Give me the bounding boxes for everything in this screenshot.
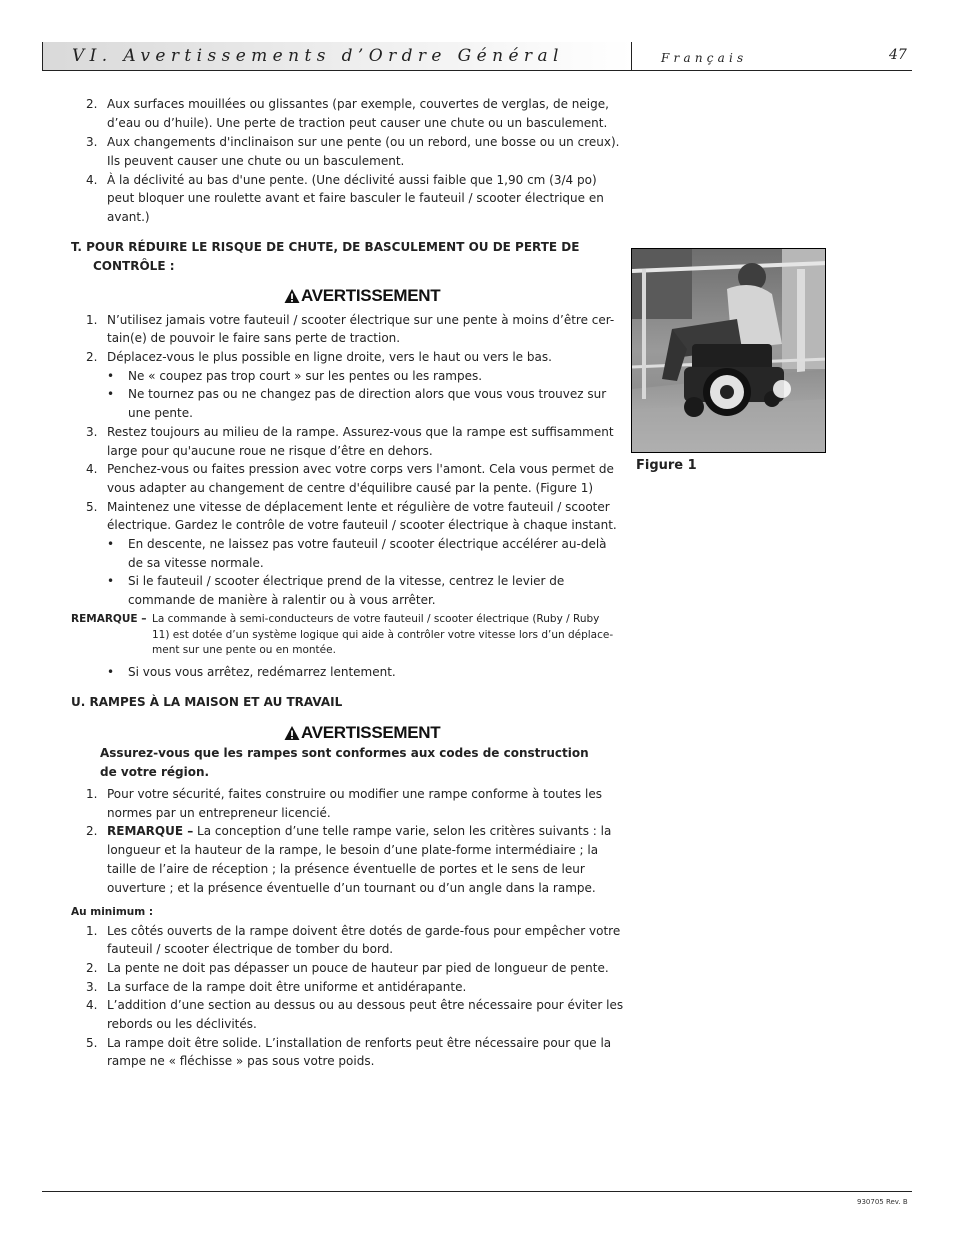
warning-icon: [284, 725, 300, 741]
header-rule: [42, 70, 912, 71]
list-text: La surface de la rampe doit être uniforme et antidérapante.: [107, 980, 467, 994]
list-text: ouverture ; et la présence éventuelle d’un tournant ou d’un angle dans la rampe.: [107, 881, 596, 895]
list-text: Déplacez-vous le plus possible en ligne droite, vers le haut ou vers le bas.: [107, 350, 552, 364]
list-text: À la déclivité au bas d'une pente. (Une déclivité aussi faible que 1,90 cm (3/4 po): [107, 173, 597, 187]
list-number: 4.: [86, 998, 98, 1012]
warning-label: AVERTISSEMENT: [301, 723, 441, 742]
bullet-text: commande de manière à ralentir ou à vous arrêter.: [128, 593, 436, 607]
bullet: •: [107, 665, 115, 679]
remarque-label: REMARQUE –: [107, 824, 194, 838]
list-text: taille de l’aire de réception ; la présence éventuelle de portes et le sens de leur: [107, 862, 585, 876]
bullet-text: Si le fauteuil / scooter électrique prend de la vitesse, centrez le levier de: [128, 574, 565, 588]
list-text: normes par un entrepreneur licencié.: [107, 806, 331, 820]
list-text: [107, 824, 611, 839]
list-text: rebords ou les déclivités.: [107, 1017, 257, 1031]
bullet-text: de sa vitesse normale.: [128, 556, 264, 570]
list-text: Ils peuvent causer une chute ou un basculement.: [107, 154, 405, 168]
bullet-text: Ne tournez pas ou ne changez pas de direction alors que vous vous trouvez sur: [128, 387, 607, 401]
bullet: •: [107, 574, 115, 588]
section-u-heading: U. RAMPES À LA MAISON ET AU TRAVAIL: [71, 695, 343, 709]
document-code: 930705 Rev. B: [857, 1198, 908, 1206]
remarque-text: ment sur une pente ou en montée.: [152, 644, 336, 656]
remarque-label: REMARQUE –: [71, 613, 147, 625]
list-text: fauteuil / scooter électrique de tomber du bord.: [107, 942, 394, 956]
list-number: 5.: [86, 500, 98, 514]
list-number: 2.: [86, 350, 98, 364]
list-text: électrique. Gardez le contrôle de votre fauteuil / scooter électrique à chaque instant.: [107, 518, 617, 532]
list-text: rampe ne « fléchisse » pas sous votre poids.: [107, 1054, 375, 1068]
list-number: 1.: [86, 924, 98, 938]
au-minimum-label: Au minimum :: [71, 906, 154, 918]
warning-text: de votre région.: [100, 765, 210, 779]
list-number: 3.: [86, 980, 98, 994]
list-text: Restez toujours au milieu de la rampe. Assurez-vous que la rampe est suffisamment: [107, 425, 614, 439]
list-text: Penchez-vous ou faites pression avec votre corps vers l'amont. Cela vous permet de: [107, 462, 614, 476]
list-text: peut bloquer une roulette avant et faire basculer le fauteuil / scooter électrique en: [107, 191, 604, 205]
warning-text: Assurez-vous que les rampes sont conformes aux codes de construction: [100, 746, 589, 760]
list-number: 2.: [86, 961, 98, 975]
bullet: •: [107, 537, 115, 551]
bullet-text: une pente.: [128, 406, 193, 420]
bullet: •: [107, 369, 115, 383]
list-text: tain(e) de pouvoir le faire sans perte de traction.: [107, 331, 401, 345]
list-text: longueur et la hauteur de la rampe, le besoin d’une plate-forme intermédiaire ; la: [107, 843, 599, 857]
list-number: 4.: [86, 173, 98, 187]
warning-label: AVERTISSEMENT: [301, 286, 441, 305]
list-number: 3.: [86, 425, 98, 439]
list-text: La rampe doit être solide. L’installation de renforts peut être nécessaire pour que la: [107, 1036, 612, 1050]
list-text: Aux changements d'inclinaison sur une pente (ou un rebord, une bosse ou un creux).: [107, 135, 620, 149]
list-text: avant.): [107, 210, 150, 224]
list-number: 3.: [86, 135, 98, 149]
bullet-text: En descente, ne laissez pas votre fauteuil / scooter électrique accélérer au-delà: [128, 537, 607, 551]
figure-photo: [631, 248, 826, 453]
section-t-heading: T. POUR RÉDUIRE LE RISQUE DE CHUTE, DE BASCULEMENT OU DE PERTE DE: [71, 240, 580, 254]
remarque-text: La commande à semi-conducteurs de votre fauteuil / scooter électrique (Ruby / Ruby: [152, 613, 600, 625]
list-number: 2.: [86, 824, 98, 838]
bullet: •: [107, 387, 115, 401]
list-text: large pour qu'aucune roue ne risque d’être en dehors.: [107, 444, 433, 458]
list-number: 1.: [86, 787, 98, 801]
remarque-text: La conception d’une telle rampe varie, selon les critères suivants : la: [193, 824, 612, 838]
section-title: VI. Avertissements d’Ordre Général: [72, 46, 564, 66]
wheelchair-on-ramp-illustration: [632, 249, 826, 453]
remarque-text: 11) est dotée d’un système logique qui aide à contrôler votre vitesse lors d’un déplace-: [152, 629, 614, 641]
warning-heading: [284, 723, 440, 743]
language-label: Français: [661, 51, 748, 65]
list-text: La pente ne doit pas dépasser un pouce de hauteur par pied de longueur de pente.: [107, 961, 609, 975]
warning-icon: [284, 288, 300, 304]
list-text: Aux surfaces mouillées ou glissantes (par exemple, couvertes de verglas, de neige,: [107, 97, 609, 111]
list-text: vous adapter au changement de centre d'équilibre causé par la pente. (Figure 1): [107, 481, 594, 495]
list-text: d’eau ou d’huile). Une perte de traction peut causer une chute ou un basculement.: [107, 116, 608, 130]
list-text: Les côtés ouverts de la rampe doivent être dotés de garde-fous pour empêcher votre: [107, 924, 621, 938]
list-text: Maintenez une vitesse de déplacement lente et régulière de votre fauteuil / scooter: [107, 500, 610, 514]
list-number: 1.: [86, 313, 98, 327]
list-text: N’utilisez jamais votre fauteuil / scooter électrique sur une pente à moins d’être cer-: [107, 313, 615, 327]
figure-caption: Figure 1: [636, 458, 697, 473]
page-number: 47: [889, 47, 907, 63]
list-text: L’addition d’une section au dessus ou au dessous peut être nécessaire pour éviter les: [107, 998, 624, 1012]
bullet-text: Ne « coupez pas trop court » sur les pentes ou les rampes.: [128, 369, 483, 383]
list-number: 2.: [86, 97, 98, 111]
header-left-rule: [42, 42, 43, 71]
header-divider: [631, 42, 632, 71]
warning-heading: [284, 286, 440, 306]
list-number: 5.: [86, 1036, 98, 1050]
bullet-text: Si vous vous arrêtez, redémarrez lentement.: [128, 665, 396, 679]
footer-rule: [42, 1191, 912, 1192]
list-number: 4.: [86, 462, 98, 476]
section-t-heading-cont: CONTRÔLE :: [93, 259, 175, 273]
list-text: Pour votre sécurité, faites construire ou modifier une rampe conforme à toutes les: [107, 787, 602, 801]
